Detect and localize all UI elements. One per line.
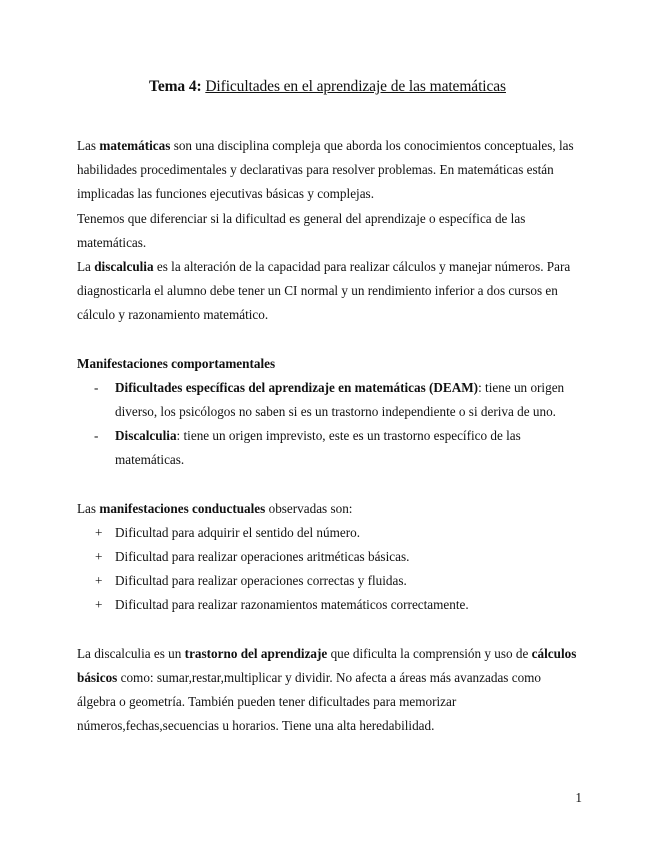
list-item-text: : tiene un origen diverso, los psicólogos no saben si es un trastorno independiente o si deriva de uno. — [115, 379, 565, 420]
conclusion-post: como: sumar,restar,multiplicar y dividir. No afecta a áreas más avanzadas como álgebra o geometría. También pueden tener dificultades para memorizar números,fechas,secuencias u horarios. Tiene una alta heredabilidad. — [77, 669, 542, 734]
manifestaciones-list — [77, 376, 582, 473]
spacer — [77, 328, 582, 352]
plus-marker: + — [95, 597, 103, 613]
page-title — [0, 78, 655, 96]
list-item — [77, 521, 582, 545]
conclusion-bold-1: trastorno del aprendizaje — [184, 645, 328, 661]
spacer — [77, 618, 582, 642]
spacer — [77, 473, 582, 497]
list-item — [77, 376, 582, 424]
list-item-text: Dificultad para realizar razonamientos matemáticos correctamente. — [115, 597, 469, 613]
intro-p3-bold: discalculia — [94, 259, 154, 275]
conclusion-bold-2: cálculos básicos — [77, 645, 577, 685]
title-topic: Dificultades en el aprendizaje de las matemáticas — [205, 78, 506, 95]
list-item-bold: Discalculia — [115, 428, 177, 444]
list-item-text: Dificultad para realizar operaciones correctas y fluidas. — [115, 573, 407, 589]
intro-paragraph-3 — [77, 255, 582, 328]
plus-marker: + — [95, 549, 103, 565]
intro-p3-pre: La — [77, 259, 95, 275]
title-label: Tema 4: — [149, 78, 202, 95]
dash-marker: - — [94, 428, 99, 444]
conclusion-mid: que dificulta la comprensión y uso de — [327, 645, 532, 661]
plus-marker: + — [95, 573, 103, 589]
list-item — [77, 545, 582, 569]
intro-p3-post: es la alteración de la capacidad para realizar cálculos y manejar números. Para diagnosticarla el alumno debe tener un CI normal y un rendimiento inferior a dos cursos en cálculo y razonamiento matemático. — [77, 259, 571, 323]
list-item — [77, 569, 582, 593]
conclusion-pre: La discalculia es un — [77, 645, 185, 661]
section-heading-manifestaciones: Manifestaciones comportamentales — [77, 355, 276, 371]
list-item-text: Dificultad para adquirir el sentido del número. — [115, 524, 360, 540]
conductuales-list — [77, 521, 582, 618]
plus-marker: + — [95, 524, 103, 540]
list-item-text: Dificultad para realizar operaciones aritméticas básicas. — [115, 549, 410, 565]
list-item-bold: Dificultades específicas del aprendizaje en matemáticas (DEAM) — [115, 379, 479, 395]
intro-p1-post: son una disciplina compleja que aborda los conocimientos conceptuales, las habilidades procedimentales y declarativas para resolver problemas. En matemáticas están implicadas las funciones ejecutivas básicas y complejas. — [77, 138, 574, 202]
dash-marker: - — [94, 379, 99, 395]
document-body — [77, 134, 582, 738]
conductuales-intro — [77, 497, 582, 521]
list-item — [77, 593, 582, 617]
intro-p1-pre: Las — [77, 138, 100, 153]
conductuales-bold: manifestaciones conductuales — [99, 500, 266, 516]
page-number: 1 — [575, 790, 582, 805]
intro-paragraph-1 — [77, 134, 582, 207]
list-item-text: : tiene un origen imprevisto, este es un trastorno específico de las matemáticas. — [115, 428, 521, 468]
conclusion-paragraph — [77, 642, 582, 739]
list-item — [77, 424, 582, 472]
conductuales-pre: Las — [77, 500, 100, 516]
intro-p1-bold: matemáticas — [99, 138, 171, 153]
conductuales-post: observadas son: — [265, 500, 353, 516]
intro-paragraph-2: Tenemos que diferenciar si la dificultad es general del aprendizaje o específica de las matemáticas. — [77, 210, 526, 250]
